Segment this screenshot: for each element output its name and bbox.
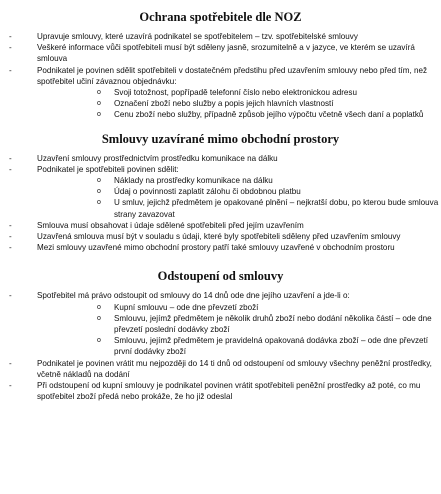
sub-list-item [37, 197, 441, 219]
dash-bullet-icon: - [9, 291, 12, 301]
list-item-text: Uzavřená smlouva musí být v souladu s údaji, které byly spotřebiteli sděleny před uzavřením smlouvy [37, 232, 401, 242]
list-item-text: Upravuje smlouvy, které uzavírá podnikatel se spotřebitelem – tzv. spotřebitelské smlouvy [37, 32, 358, 41]
list-item [0, 31, 441, 42]
dash-bullet-icon: - [9, 153, 12, 163]
dash-bullet-icon: - [9, 43, 12, 53]
sub-bullet-list [37, 87, 441, 121]
bullet-list [0, 290, 441, 402]
list-item-text: Mezi smlouvy uzavřené mimo obchodní prostory patří také smlouvy uzavřené v obchodním prostoru [37, 243, 395, 253]
circle-bullet-icon: o [97, 188, 101, 196]
section-title: Ochrana spotřebitele dle NOZ [139, 10, 302, 24]
circle-bullet-icon: o [97, 199, 101, 207]
list-item-text: Podnikatel je povinen sdělit spotřebiteli v dostatečném předstihu před uzavřením smlouvy nebo před tím, než spotřebitel učiní závaznou objednávku: [37, 65, 428, 86]
sub-list-item-text: Údaj o povinnosti zaplatit zálohu či obdobnou platbu [114, 187, 301, 197]
sub-list-item [37, 313, 441, 335]
sub-list-item [37, 186, 441, 197]
circle-bullet-icon: o [97, 303, 101, 311]
list-item-text: Uzavření smlouvy prostřednictvím prostředku komunikace na dálku [37, 153, 278, 163]
dash-bullet-icon: - [9, 381, 12, 391]
list-item [0, 358, 441, 380]
sub-list-item-text: Náklady na prostředky komunikace na dálku [114, 176, 273, 186]
section-title: Odstoupení od smlouvy [157, 269, 284, 284]
sub-list-item [37, 175, 441, 186]
sub-list-item-text: Smlouvu, jejímž předmětem je několik druhů zboží nebo dodání několika částí – ode dne převzetí poslední dodávky zboží [114, 313, 432, 335]
sub-list-item-text: Smlouvu, jejímž předmětem je pravidelná opakovaná dodávka zboží – ode dne převzetí první dodávky zboží [114, 336, 429, 357]
circle-bullet-icon: o [97, 337, 101, 345]
sub-list-item-text: Označení zboží nebo služby a popis jejich hlavních vlastností [114, 99, 334, 109]
dash-bullet-icon: - [9, 164, 12, 174]
section-off-premises-contracts [0, 131, 441, 254]
sub-list-item [37, 109, 441, 120]
list-item [0, 220, 441, 231]
list-item [0, 242, 441, 253]
list-item-text: Veškeré informace vůči spotřebiteli musí být sděleny jasně, srozumitelně a v jazyce, ve kterém se uzavírá smlouva [37, 43, 415, 64]
dash-bullet-icon: - [9, 32, 12, 41]
dash-bullet-icon: - [9, 243, 12, 253]
dash-bullet-icon: - [9, 65, 12, 75]
circle-bullet-icon: o [97, 177, 101, 185]
list-item [0, 290, 441, 357]
sub-bullet-list [37, 175, 441, 220]
list-item-text: Podnikatel je spotřebiteli povinen sdělit: [37, 164, 179, 174]
circle-bullet-icon: o [97, 111, 101, 119]
dash-bullet-icon: - [9, 232, 12, 242]
list-item [0, 380, 441, 402]
dash-bullet-icon: - [9, 358, 12, 368]
circle-bullet-icon: o [97, 314, 101, 322]
sub-list-item [37, 87, 441, 98]
bullet-list [0, 31, 441, 121]
section-consumer-protection [0, 9, 441, 121]
list-item-text: Smlouva musí obsahovat i údaje sdělené spotřebiteli před jejím uzavřením [37, 220, 304, 230]
bullet-list [0, 153, 441, 254]
section-withdrawal [0, 268, 441, 402]
circle-bullet-icon: o [97, 89, 101, 97]
list-item-text: Při odstoupení od kupní smlouvy je podnikatel povinen vrátit spotřebiteli peněžní prostředky až poté, co mu spotřebitel zboží předá nebo prokáže, že ho již odeslal [37, 381, 421, 402]
list-item [0, 153, 441, 164]
dash-bullet-icon: - [9, 220, 12, 230]
list-item-text: Podnikatel je povinen vrátit mu nejpozději do 14 ti dnů od odstoupení od smlouvy všechny peněžní prostředky, včetně nákladů na dodání [37, 358, 432, 379]
sub-list-item [37, 98, 441, 109]
list-item [0, 164, 441, 220]
list-item [0, 65, 441, 121]
list-item [0, 231, 441, 242]
section-title: Smlouvy uzavírané mimo obchodní prostory [101, 131, 340, 146]
sub-list-item-text: Svoji totožnost, popřípadě telefonní číslo nebo elektronickou adresu [114, 88, 357, 98]
sub-list-item-text: Cenu zboží nebo služby, případně způsob jejího výpočtu včetně všech daní a poplatků [114, 110, 424, 120]
list-item-text: Spotřebitel má právo odstoupit od smlouvy do 14 dnů ode dne jejího uzavření a jde-li o: [37, 291, 350, 301]
sub-list-item-text: U smluv, jejichž předmětem je opakované plnění – nejkratší dobu, po kterou bude smlouva strany zavazovat [114, 198, 439, 219]
sub-list-item-text: Kupní smlouvu – ode dne převzetí zboží [114, 302, 259, 312]
circle-bullet-icon: o [97, 100, 101, 108]
sub-bullet-list [37, 302, 441, 358]
sub-list-item [37, 335, 441, 357]
list-item [0, 42, 441, 64]
sub-list-item [37, 302, 441, 313]
